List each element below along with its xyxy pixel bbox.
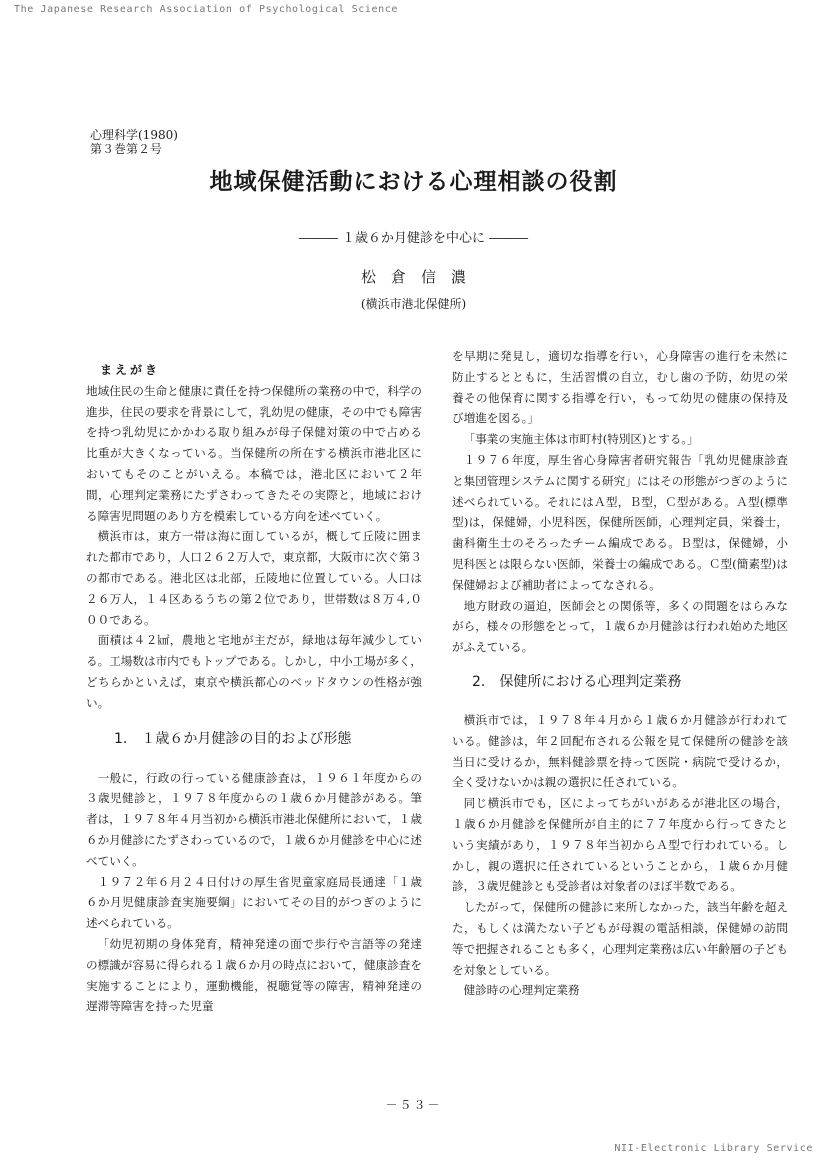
article-subtitle: ――― １歳６か月健診を中心に ―――: [298, 231, 529, 246]
left-column: [86, 346, 422, 1017]
paragraph: を早期に発見し，適切な指導を行い，心身障害の進行を未然に防止するとともに，生活習慣の自立，むし歯の予防，幼児の栄養その他保育に関する指導を行い，もって幼児の健康の保持及び増進を図る。」: [452, 349, 788, 426]
library-service-footer: NII-Electronic Library Service: [614, 1143, 813, 1154]
society-header: The Japanese Research Association of Psychological Science: [14, 4, 398, 15]
section-heading-2: 2. 保健所における心理判定業務: [472, 673, 682, 690]
paragraph: 面積は４２㎢，農地と宅地が主だが，緑地は毎年減少している。工場数は市内でもトップである。しかし，中小工場が多く，どちらかといえば，東京や横浜都心のベッドタウンの性格が強い。: [86, 633, 422, 710]
paragraph: したがって，保健所の健診に来所しなかった，該当年齢を超えた，もしくは満たない子どもが母親の電話相談，保健婦の訪問等で把握されることも多く，心理判定業務は広い年齢層の子どもを対象としている。: [452, 900, 788, 977]
paragraph: 「幼児初期の身体発育，精神発達の面で歩行や言語等の発達の標識が容易に得られる１歳６か月の時点において，健康診査を実施することにより，運動機能，視聴覚等の障害，精神発達の遅滞等障害を持った児童: [86, 936, 422, 1014]
paragraph: 横浜市では，１９７８年４月から１歳６か月健診が行われている。健診は，年２回配布される公報を見て保健所の健診を該当日に受けるか，無料健診票を持って医院・病院で受けるか，全く受けないかは親の選択に任されている。: [452, 712, 788, 790]
article-title: 地域保健活動における心理相談の役割: [209, 169, 618, 195]
author-name: 松 倉 信 濃: [360, 268, 466, 286]
paragraph: 一般に，行政の行っている健康診査は，１９６１年度からの３歳児健診と，１９７８年度からの１歳６か月健診がある。筆者は，１９７８年４月当初から横浜市港北保健所において，１歳６か月健診にたずさわっているので，１歳６か月健診を中心に述べていく。: [86, 770, 422, 868]
paragraph: 横浜市は，東方一帯は海に面しているが，概して丘陵に囲まれた都市であり，人口２６２万人で，東京都，大阪市に次ぐ第３の都市である。港北区は北部，丘陵地に位置している。人口は２６万人，１４区あるうちの第２位であり，世帯数は８万４,０００である。: [86, 529, 422, 627]
section-heading-1: 1. １歳６か月健診の目的および形態: [114, 730, 352, 747]
journal-volume: 第３巻第２号: [90, 142, 163, 156]
preface-heading: まえがき: [100, 363, 161, 377]
paragraph: 地方財政の逼迫，医師会との関係等，多くの問題をはらみながら，様々の形態をとって，１歳６か月健診は行われ始めた地区がふえている。: [452, 598, 788, 655]
paragraph: 同じ横浜市でも，区によってちがいがあるが港北区の場合，１歳６か月健診を保健所が自主的に７７年度から行ってきたという実績があり，１９７８年当初からＡ型で行われている。しかし，親の選択に任されているということから，１歳６か月健診，３歳児健診とも受診者は対象者のほぼ半数である。: [452, 796, 788, 894]
paragraph: １９７６年度，厚生省心身障害者研究報告「乳幼児健康診査と集団管理システムに関する研究」にはその形態がつぎのように述べられている。それにはＡ型，Ｂ型，Ｃ型がある。Ａ型(標準型)は，保健婦，小児科医，保健所医師，心理判定員，栄養士，歯科衛生士のそろったチーム編成である。Ｂ型は，保健婦，小児科医とは限らない医師，栄養士の編成である。Ｃ型(簡素型)は保健婦および補助者によってなされる。: [452, 452, 788, 592]
journal-name-year: 心理科学(1980): [90, 128, 178, 142]
page-number: －５３－: [385, 1098, 442, 1112]
paragraph: 地域住民の生命と健康に責任を持つ保健所の業務の中で，科学の進歩，住民の要求を背景にして，乳幼児の健康，その中でも障害を持つ乳幼児にかかわる取り組みが母子保健対策の中で占める比重が大きくなっている。当保健所の所在する横浜市港北区においてもそのことがいえる。本稿では，港北区において２年間，心理判定業務にたずさわってきたその実際と，地域における障害児問題のあり方を模索している方向を述べていく。: [86, 383, 422, 523]
paragraph: 健診時の心理判定業務: [463, 983, 580, 998]
author-affiliation: (横浜市港北保健所): [360, 297, 467, 311]
right-column: [452, 346, 788, 1001]
paragraph: 「事業の実施主体は市町村(特別区)とする。」: [463, 432, 699, 447]
journal-info: [90, 128, 178, 156]
paragraph: １９７２年６月２４日付けの厚生省児童家庭局長通達「１歳６か月児健康診査実施要綱」においてその目的がつぎのように述べられている。: [86, 874, 422, 931]
